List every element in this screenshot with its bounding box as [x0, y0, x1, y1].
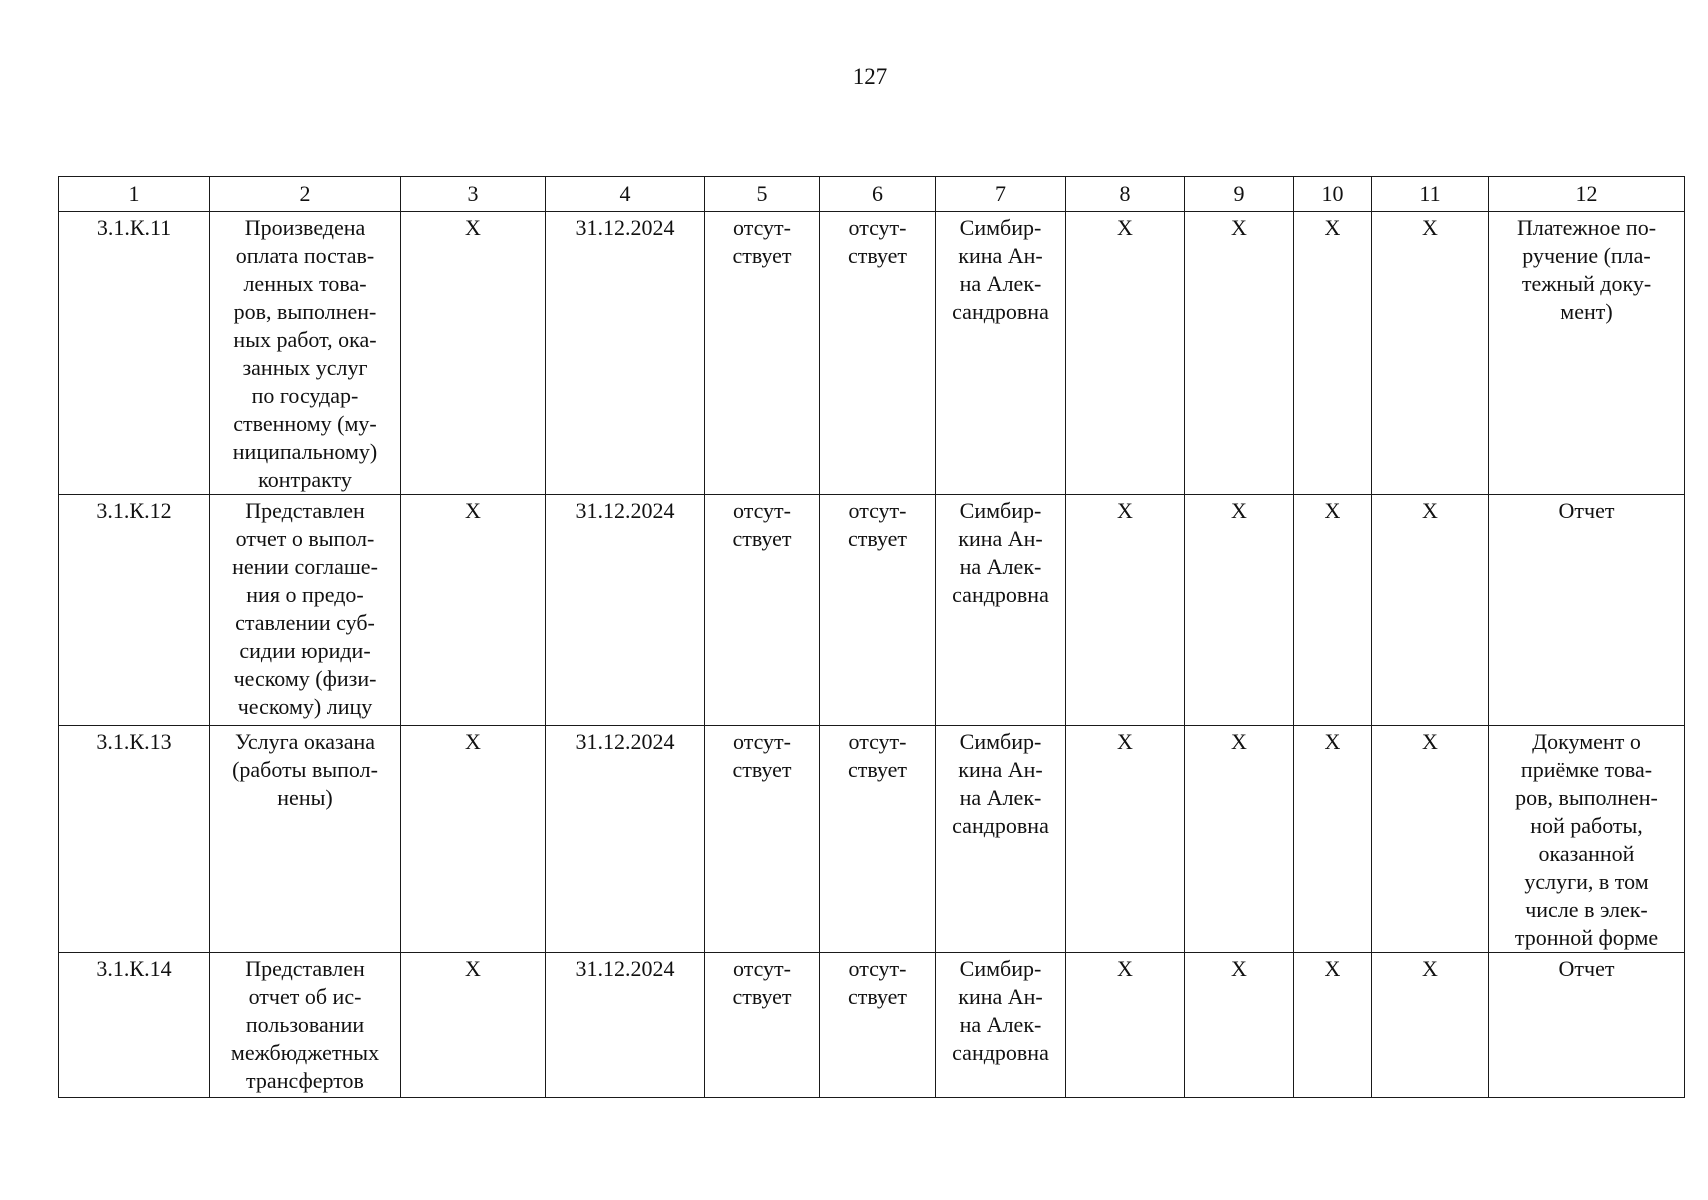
column-number: 3 — [401, 177, 546, 212]
mark-cell: X — [401, 212, 546, 495]
column-number: 4 — [546, 177, 705, 212]
responsible-person: Симбир- кина Ан- на Алек- сандровна — [936, 212, 1066, 495]
mark-cell: X — [1372, 212, 1489, 495]
column-number: 2 — [210, 177, 401, 212]
document-type: Отчет — [1489, 953, 1685, 1098]
absent-cell: отсут- ствует — [705, 953, 820, 1098]
table-row — [59, 212, 1685, 495]
responsible-person: Симбир- кина Ан- на Алек- сандровна — [936, 495, 1066, 726]
column-number: 6 — [820, 177, 936, 212]
mark-cell: X — [401, 726, 546, 953]
mark-cell: X — [1066, 726, 1185, 953]
absent-cell: отсут- ствует — [705, 495, 820, 726]
mark-cell: X — [1294, 212, 1372, 495]
mark-cell: X — [1294, 495, 1372, 726]
document-type: Документ о приёмке това- ров, выполнен- ной работы, оказанной услуги, в том числе в элек- тронной форме — [1489, 726, 1685, 953]
event-name: Услуга оказана (работы выпол- нены) — [210, 726, 401, 953]
column-number: 1 — [59, 177, 210, 212]
mark-cell: X — [1185, 495, 1294, 726]
event-name: Представлен отчет о выпол- нении соглаше- ния о предо- ставлении суб- сидии юриди- ческому (физи- ческому) лицу — [210, 495, 401, 726]
absent-cell: отсут- ствует — [705, 212, 820, 495]
mark-cell: X — [1294, 953, 1372, 1098]
page-number: 127 — [852, 64, 888, 89]
absent-cell: отсут- ствует — [820, 726, 936, 953]
document-type: Платежное по- ручение (пла- тежный доку- мент) — [1489, 212, 1685, 495]
column-number: 10 — [1294, 177, 1372, 212]
mark-cell: X — [1372, 726, 1489, 953]
document-type: Отчет — [1489, 495, 1685, 726]
date-cell: 31.12.2024 — [546, 726, 705, 953]
column-number: 9 — [1185, 177, 1294, 212]
table-row — [59, 726, 1685, 953]
date-cell: 31.12.2024 — [546, 212, 705, 495]
event-code: 3.1.К.11 — [59, 212, 210, 495]
absent-cell: отсут- ствует — [820, 953, 936, 1098]
mark-cell: X — [1185, 726, 1294, 953]
absent-cell: отсут- ствует — [820, 212, 936, 495]
column-number: 11 — [1372, 177, 1489, 212]
mark-cell: X — [1372, 953, 1489, 1098]
mark-cell: X — [1372, 495, 1489, 726]
table-row — [59, 953, 1685, 1098]
mark-cell: X — [1185, 212, 1294, 495]
mark-cell: X — [401, 953, 546, 1098]
control-events-table — [58, 176, 1685, 1098]
absent-cell: отсут- ствует — [705, 726, 820, 953]
column-number: 12 — [1489, 177, 1685, 212]
event-name: Представлен отчет об ис- пользовании межбюджетных трансфертов — [210, 953, 401, 1098]
date-cell: 31.12.2024 — [546, 495, 705, 726]
column-number: 8 — [1066, 177, 1185, 212]
event-code: 3.1.К.14 — [59, 953, 210, 1098]
mark-cell: X — [1185, 953, 1294, 1098]
mark-cell: X — [401, 495, 546, 726]
mark-cell: X — [1066, 212, 1185, 495]
mark-cell: X — [1066, 953, 1185, 1098]
table-row — [59, 495, 1685, 726]
event-name: Произведена оплата постав- ленных това- ров, выполнен- ных работ, ока- занных услуг по государ- ственному (му- ниципальному) контракту — [210, 212, 401, 495]
column-number: 7 — [936, 177, 1066, 212]
event-code: 3.1.К.12 — [59, 495, 210, 726]
event-code: 3.1.К.13 — [59, 726, 210, 953]
column-number-row — [59, 177, 1685, 212]
column-number: 5 — [705, 177, 820, 212]
responsible-person: Симбир- кина Ан- на Алек- сандровна — [936, 953, 1066, 1098]
responsible-person: Симбир- кина Ан- на Алек- сандровна — [936, 726, 1066, 953]
mark-cell: X — [1066, 495, 1185, 726]
absent-cell: отсут- ствует — [820, 495, 936, 726]
date-cell: 31.12.2024 — [546, 953, 705, 1098]
mark-cell: X — [1294, 726, 1372, 953]
